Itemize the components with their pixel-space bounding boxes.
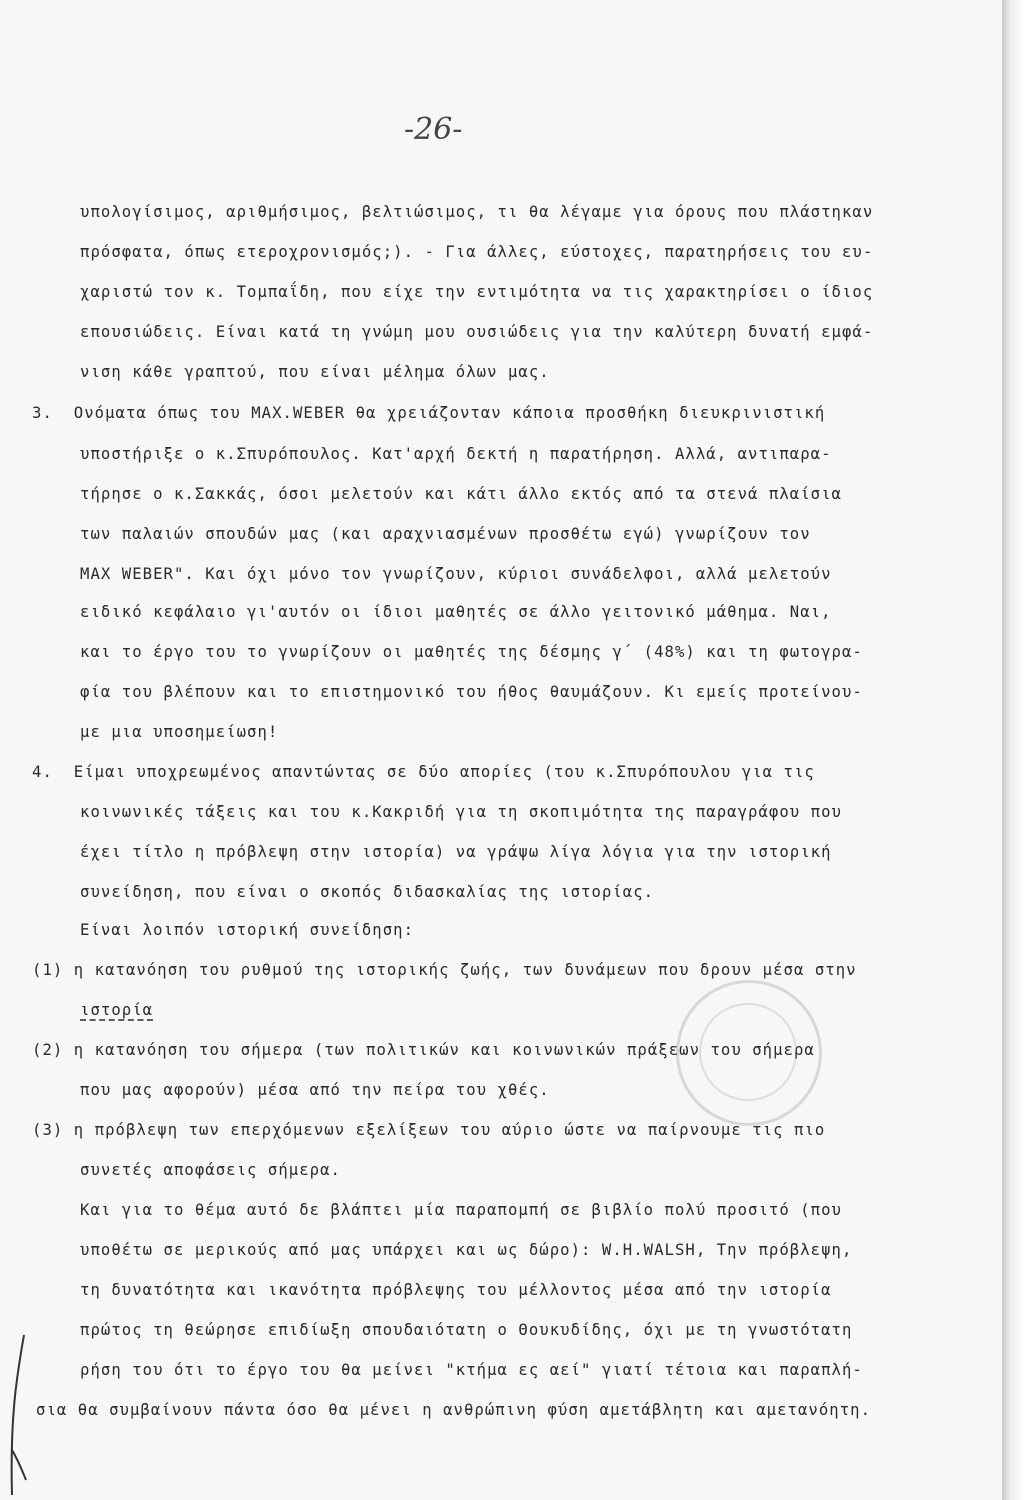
text-line: (1) η κατανόηση του ρυθμού της ιστορικής ζωής, των δυνάμεων που δρουν μέσα στην bbox=[32, 961, 857, 979]
text-line: έχει τίτλο η πρόβλεψη στην ιστορία) να γράψω λίγα λόγια για την ιστορική bbox=[80, 843, 832, 861]
text-line: συνετές αποφάσεις σήμερα. bbox=[80, 1161, 341, 1179]
text-line: συνείδηση, που είναι ο σκοπός διδασκαλίας της ιστορίας. bbox=[80, 883, 655, 901]
text-line: Και για το θέμα αυτό δε βλάπτει μία παραπομπή σε βιβλίο πολύ προσιτό (που bbox=[80, 1201, 842, 1219]
text-line: χαριστώ τον κ. Τομπαΐδη, που είχε την εντιμότητα να τις χαρακτηρίσει ο ίδιος bbox=[80, 283, 874, 301]
text-line: κοινωνικές τάξεις και του κ.Κακριδή για τη σκοπιμότητα της παραγράφου που bbox=[80, 803, 842, 821]
text-line: φία του βλέπουν και το επιστημονικό του ήθος θαυμάζουν. Κι εμείς προτείνου- bbox=[80, 683, 863, 701]
text-line: επουσιώδεις. Είναι κατά τη γνώμη μου ουσιώδεις για την καλύτερη δυνατή εμφά- bbox=[80, 323, 874, 341]
text-line: νιση κάθε γραπτού, που είναι μέλημα όλων μας. bbox=[80, 363, 550, 381]
text-line: πρόσφατα, όπως ετεροχρονισμός;). - Για άλλες, εύστοχες, παρατηρήσεις του ευ- bbox=[80, 243, 874, 261]
library-stamp bbox=[676, 980, 822, 1126]
text-line: Είναι λοιπόν ιστορική συνείδηση: bbox=[80, 921, 415, 939]
text-line: MAX WEBER". Και όχι μόνο τον γνωρίζουν, κύριοι συνάδελφοι, αλλά μελετούν bbox=[80, 565, 832, 583]
text-line: που μας αφορούν) μέσα από την πείρα του χθές. bbox=[80, 1081, 550, 1099]
text-line: πρώτος τη θεώρησε επιδίωξη σπουδαιότατη ο Θουκυδίδης, όχι με τη γνωστότατη bbox=[80, 1321, 853, 1339]
text-line: ιστορία bbox=[80, 1001, 154, 1019]
text-line: και το έργο του το γνωρίζουν οι μαθητές της δέσμης γ΄ (48%) και τη φωτογρα- bbox=[80, 643, 863, 661]
text-line: των παλαιών σπουδών μας (και αραχνιασμένων προσθέτω εγώ) γνωρίζουν τον bbox=[80, 525, 811, 543]
page-edge bbox=[1002, 0, 1024, 1500]
text-line: ρήση του ότι το έργο του θα μείνει "κτήμα ες αεί" γιατί τέτοια και παραπλή- bbox=[80, 1361, 863, 1379]
text-line: ειδικό κεφάλαιο γι'αυτόν οι ίδιοι μαθητές σε άλλο γειτονικό μάθημα. Ναι, bbox=[80, 603, 832, 621]
text-line: τη δυνατότητα και ικανότητα πρόβλεψης του μέλλοντος μέσα από την ιστορία bbox=[80, 1281, 832, 1299]
text-line: (2) η κατανόηση του σήμερα (των πολιτικών και κοινωνικών πράξεων του σήμερα bbox=[32, 1041, 815, 1059]
text-line: με μια υποσημείωση! bbox=[80, 723, 279, 741]
text-line: υποστήριξε ο κ.Σπυρόπουλος. Κατ'αρχή δεκτή η παρατήρηση. Αλλά, αντιπαρα- bbox=[80, 445, 832, 463]
text-line: 4. Είμαι υποχρεωμένος απαντώντας σε δύο απορίες (του κ.Σπυρόπουλου για τις bbox=[32, 763, 815, 781]
text-line: τήρησε ο κ.Σακκάς, όσοι μελετούν και κάτι άλλο εκτός από τα στενά πλαίσια bbox=[80, 485, 842, 503]
text-line: σια θα συμβαίνουν πάντα όσο θα μένει η ανθρώπινη φύση αμετάβλητη και αμετανόητη. bbox=[36, 1401, 872, 1419]
text-line: (3) η πρόβλεψη των επερχόμενων εξελίξεων του αύριο ώστε να παίρνουμε τις πιο bbox=[32, 1121, 826, 1139]
text-line: υποθέτω σε μερικούς από μας υπάρχει και ως δώρο): W.H.WALSH, Την πρόβλεψη, bbox=[80, 1241, 853, 1259]
text-line: 3. Ονόματα όπως του MAX.WEBER θα χρειάζονταν κάποια προσθήκη διευκρινιστική bbox=[32, 404, 826, 422]
text-line: υπολογίσιμος, αριθμήσιμος, βελτιώσιμος, τι θα λέγαμε για όρους που πλάστηκαν bbox=[80, 203, 874, 221]
page-number: -26- bbox=[404, 112, 463, 147]
margin-pen-mark-icon bbox=[2, 1330, 32, 1500]
